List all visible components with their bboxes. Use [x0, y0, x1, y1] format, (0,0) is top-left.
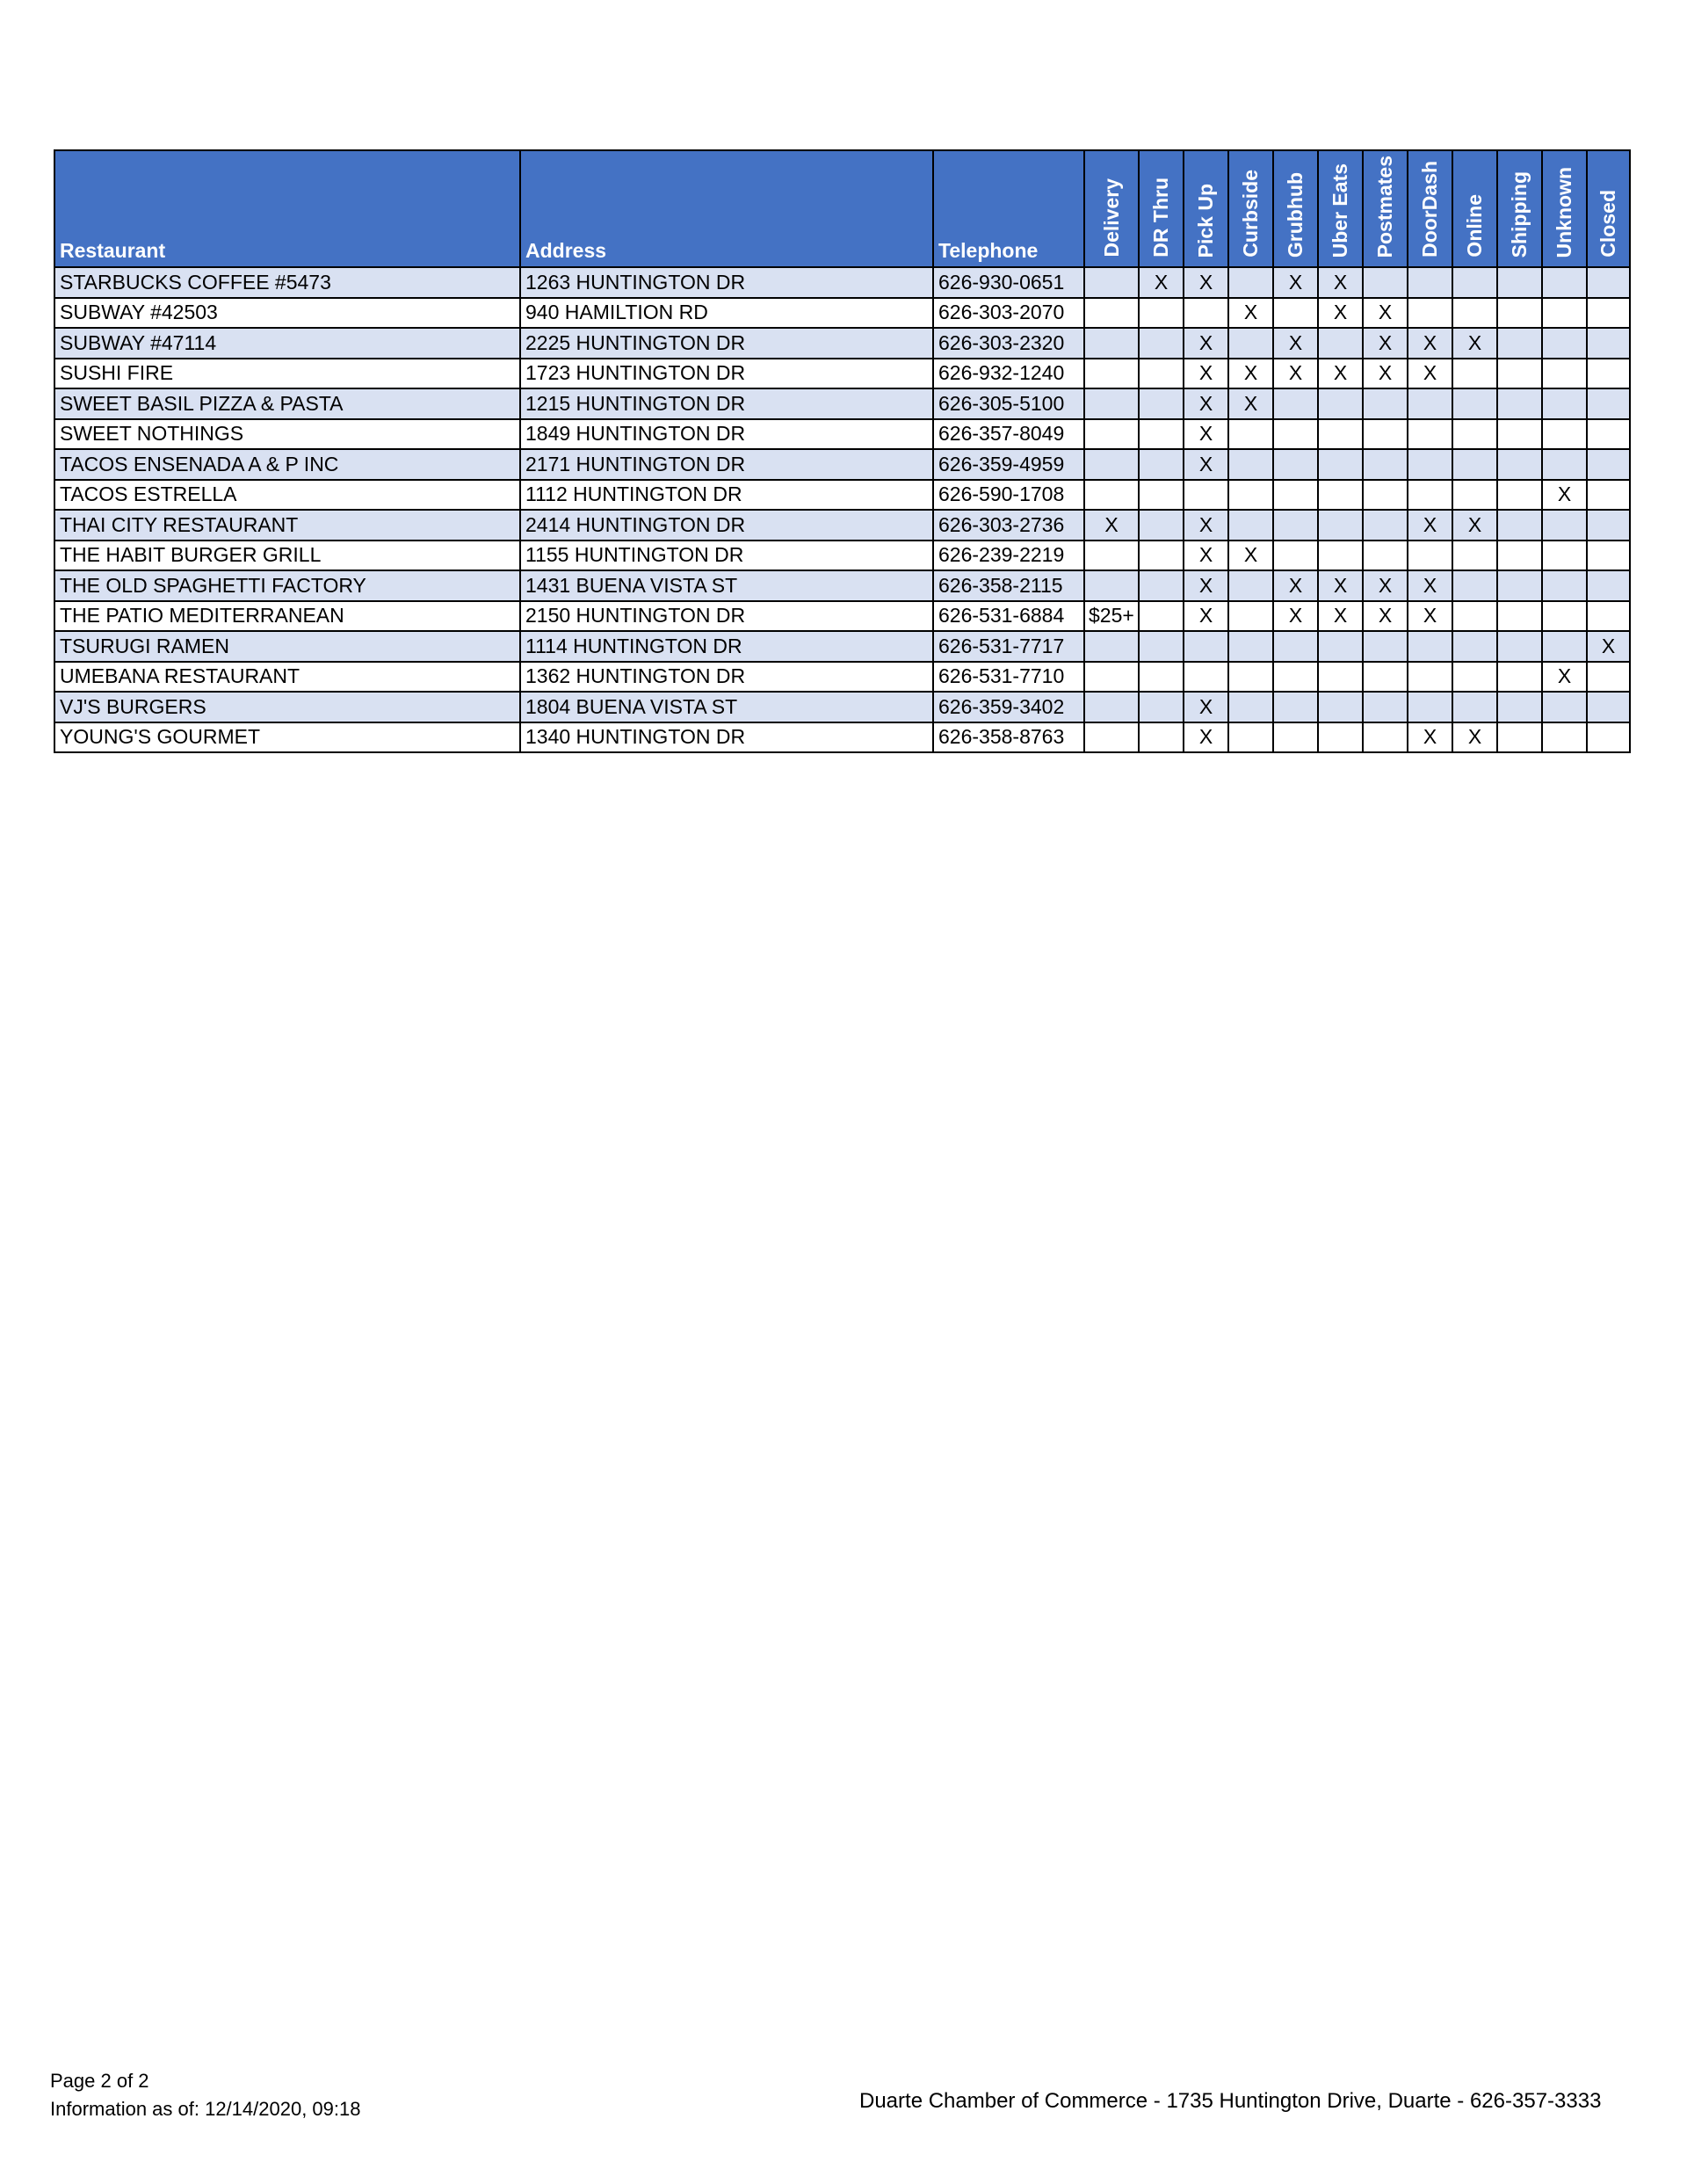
- service-cell: [1452, 662, 1497, 693]
- service-cell: [1084, 419, 1139, 450]
- service-cell: [1542, 510, 1587, 541]
- table-row: [54, 510, 1630, 541]
- table-row: [54, 359, 1630, 389]
- table-row: [54, 328, 1630, 359]
- service-cell: [1542, 359, 1587, 389]
- service-cell: X: [1184, 722, 1228, 753]
- telephone-cell: 626-303-2070: [933, 298, 1084, 329]
- restaurant-name: SUBWAY #47114: [54, 328, 520, 359]
- service-cell: [1228, 510, 1273, 541]
- service-cell: [1318, 388, 1363, 419]
- service-cell: [1139, 631, 1184, 662]
- service-cell: X: [1318, 267, 1363, 298]
- service-cell: [1084, 692, 1139, 722]
- chamber-contact: Duarte Chamber of Commerce - 1735 Huntington Drive, Duarte - 626-357-3333: [859, 2089, 1602, 2113]
- service-cell: [1452, 692, 1497, 722]
- service-cell: X: [1184, 267, 1228, 298]
- service-cell: [1497, 631, 1542, 662]
- address-cell: 1723 HUNTINGTON DR: [520, 359, 933, 389]
- column-header-label: DoorDash: [1418, 161, 1441, 258]
- service-cell: [1497, 359, 1542, 389]
- service-cell: [1084, 359, 1139, 389]
- restaurant-name: TACOS ESTRELLA: [54, 480, 520, 511]
- service-cell: [1363, 662, 1408, 693]
- service-cell: X: [1408, 328, 1452, 359]
- address-cell: 2171 HUNTINGTON DR: [520, 449, 933, 480]
- service-cell: X: [1228, 388, 1273, 419]
- service-cell: X: [1139, 267, 1184, 298]
- service-cell: [1408, 662, 1452, 693]
- service-cell: [1363, 692, 1408, 722]
- service-cell: X: [1408, 359, 1452, 389]
- restaurant-table: [54, 149, 1631, 753]
- service-cell: X: [1228, 298, 1273, 329]
- service-cell: X: [1408, 722, 1452, 753]
- service-cell: [1363, 419, 1408, 450]
- service-cell: [1184, 662, 1228, 693]
- restaurant-name: THE OLD SPAGHETTI FACTORY: [54, 570, 520, 601]
- service-cell: [1318, 692, 1363, 722]
- service-cell: [1139, 722, 1184, 753]
- service-cell: [1084, 722, 1139, 753]
- service-cell: [1587, 359, 1630, 389]
- service-cell: X: [1452, 510, 1497, 541]
- service-cell: [1452, 388, 1497, 419]
- service-cell: [1587, 662, 1630, 693]
- service-cell: [1273, 419, 1318, 450]
- column-header-label: Delivery: [1099, 178, 1123, 258]
- service-cell: [1542, 449, 1587, 480]
- column-header-service: [1184, 150, 1228, 267]
- telephone-cell: 626-531-6884: [933, 601, 1084, 632]
- service-cell: [1363, 388, 1408, 419]
- telephone-cell: 626-531-7710: [933, 662, 1084, 693]
- page-number: Page 2 of 2: [50, 2070, 149, 2092]
- service-cell: [1542, 692, 1587, 722]
- service-cell: [1452, 570, 1497, 601]
- telephone-cell: 626-305-5100: [933, 388, 1084, 419]
- service-cell: [1587, 388, 1630, 419]
- service-cell: [1452, 601, 1497, 632]
- column-header-address: Address: [520, 150, 933, 267]
- service-cell: [1452, 541, 1497, 571]
- column-header-service: [1139, 150, 1184, 267]
- service-cell: X: [1273, 570, 1318, 601]
- service-cell: X: [1184, 359, 1228, 389]
- service-cell: [1587, 692, 1630, 722]
- address-cell: 1431 BUENA VISTA ST: [520, 570, 933, 601]
- service-cell: [1273, 722, 1318, 753]
- service-cell: X: [1363, 298, 1408, 329]
- service-cell: [1318, 541, 1363, 571]
- address-cell: 1804 BUENA VISTA ST: [520, 692, 933, 722]
- restaurant-name: UMEBANA RESTAURANT: [54, 662, 520, 693]
- service-cell: [1497, 388, 1542, 419]
- service-cell: X: [1452, 328, 1497, 359]
- table-row: [54, 631, 1630, 662]
- service-cell: X: [1408, 570, 1452, 601]
- service-cell: [1542, 601, 1587, 632]
- service-cell: [1542, 388, 1587, 419]
- table-header-row: [54, 150, 1630, 267]
- service-cell: [1139, 570, 1184, 601]
- service-cell: [1084, 480, 1139, 511]
- service-cell: [1587, 570, 1630, 601]
- service-cell: [1408, 419, 1452, 450]
- service-cell: [1318, 419, 1363, 450]
- service-cell: [1273, 631, 1318, 662]
- service-cell: [1452, 298, 1497, 329]
- table-row: [54, 722, 1630, 753]
- service-cell: [1228, 570, 1273, 601]
- service-cell: X: [1273, 328, 1318, 359]
- service-cell: X: [1408, 601, 1452, 632]
- restaurant-name: SWEET NOTHINGS: [54, 419, 520, 450]
- service-cell: [1228, 631, 1273, 662]
- service-cell: X: [1184, 692, 1228, 722]
- service-cell: [1084, 328, 1139, 359]
- service-cell: [1318, 449, 1363, 480]
- restaurant-name: STARBUCKS COFFEE #5473: [54, 267, 520, 298]
- service-cell: X: [1184, 449, 1228, 480]
- service-cell: X: [1542, 662, 1587, 693]
- service-cell: X: [1318, 359, 1363, 389]
- service-cell: [1587, 480, 1630, 511]
- service-cell: $25+: [1084, 601, 1139, 632]
- service-cell: [1452, 267, 1497, 298]
- service-cell: [1452, 419, 1497, 450]
- service-cell: [1228, 662, 1273, 693]
- service-cell: [1228, 267, 1273, 298]
- service-cell: [1363, 267, 1408, 298]
- service-cell: [1408, 692, 1452, 722]
- service-cell: [1542, 541, 1587, 571]
- address-cell: 2225 HUNTINGTON DR: [520, 328, 933, 359]
- service-cell: X: [1184, 541, 1228, 571]
- service-cell: [1408, 480, 1452, 511]
- column-header-restaurant: Restaurant: [54, 150, 520, 267]
- footer-left: [50, 2067, 360, 2123]
- column-header-label: Unknown: [1553, 166, 1575, 258]
- service-cell: [1318, 328, 1363, 359]
- restaurant-name: SWEET BASIL PIZZA & PASTA: [54, 388, 520, 419]
- service-cell: [1084, 631, 1139, 662]
- address-cell: 1849 HUNTINGTON DR: [520, 419, 933, 450]
- restaurant-name: YOUNG'S GOURMET: [54, 722, 520, 753]
- service-cell: X: [1363, 601, 1408, 632]
- telephone-cell: 626-590-1708: [933, 480, 1084, 511]
- service-cell: X: [1542, 480, 1587, 511]
- service-cell: [1408, 267, 1452, 298]
- table-row: [54, 298, 1630, 329]
- service-cell: [1587, 541, 1630, 571]
- service-cell: [1139, 510, 1184, 541]
- service-cell: [1228, 722, 1273, 753]
- service-cell: [1084, 662, 1139, 693]
- telephone-cell: 626-239-2219: [933, 541, 1084, 571]
- table-row: [54, 570, 1630, 601]
- service-cell: [1497, 419, 1542, 450]
- service-cell: X: [1184, 570, 1228, 601]
- column-header-service: [1318, 150, 1363, 267]
- service-cell: X: [1084, 510, 1139, 541]
- service-cell: X: [1273, 359, 1318, 389]
- service-cell: X: [1184, 601, 1228, 632]
- address-cell: 1112 HUNTINGTON DR: [520, 480, 933, 511]
- service-cell: [1139, 601, 1184, 632]
- service-cell: [1139, 298, 1184, 329]
- service-cell: [1139, 480, 1184, 511]
- service-cell: [1273, 298, 1318, 329]
- telephone-cell: 626-359-3402: [933, 692, 1084, 722]
- column-header-service: [1497, 150, 1542, 267]
- telephone-cell: 626-303-2320: [933, 328, 1084, 359]
- service-cell: [1497, 449, 1542, 480]
- service-cell: [1542, 722, 1587, 753]
- address-cell: 1340 HUNTINGTON DR: [520, 722, 933, 753]
- table-row: [54, 692, 1630, 722]
- column-header-service: [1273, 150, 1318, 267]
- table-row: [54, 541, 1630, 571]
- table-row: [54, 449, 1630, 480]
- telephone-cell: 626-359-4959: [933, 449, 1084, 480]
- column-header-label: Grubhub: [1284, 171, 1307, 258]
- service-cell: [1408, 388, 1452, 419]
- service-cell: [1542, 419, 1587, 450]
- service-cell: [1408, 298, 1452, 329]
- service-cell: [1497, 541, 1542, 571]
- service-cell: [1542, 570, 1587, 601]
- table-body: [54, 267, 1630, 752]
- service-cell: [1497, 328, 1542, 359]
- column-header-label: Shipping: [1508, 171, 1531, 258]
- service-cell: [1542, 267, 1587, 298]
- service-cell: [1184, 298, 1228, 329]
- telephone-cell: 626-930-0651: [933, 267, 1084, 298]
- restaurant-name: THE HABIT BURGER GRILL: [54, 541, 520, 571]
- table-row: [54, 388, 1630, 419]
- service-cell: [1497, 267, 1542, 298]
- service-cell: [1084, 541, 1139, 571]
- service-cell: [1139, 541, 1184, 571]
- service-cell: [1318, 480, 1363, 511]
- service-cell: X: [1587, 631, 1630, 662]
- service-cell: [1542, 631, 1587, 662]
- service-cell: X: [1363, 570, 1408, 601]
- info-date: Information as of: 12/14/2020, 09:18: [50, 2098, 361, 2120]
- service-cell: [1228, 601, 1273, 632]
- table-row: [54, 601, 1630, 632]
- telephone-cell: 626-303-2736: [933, 510, 1084, 541]
- column-header-service: [1542, 150, 1587, 267]
- service-cell: [1318, 662, 1363, 693]
- service-cell: X: [1408, 510, 1452, 541]
- service-cell: [1084, 298, 1139, 329]
- service-cell: [1363, 480, 1408, 511]
- service-cell: X: [1318, 298, 1363, 329]
- service-cell: [1273, 541, 1318, 571]
- column-header-service: [1084, 150, 1139, 267]
- service-cell: [1084, 388, 1139, 419]
- restaurant-name: THAI CITY RESTAURANT: [54, 510, 520, 541]
- address-cell: 1114 HUNTINGTON DR: [520, 631, 933, 662]
- column-header-service: [1587, 150, 1630, 267]
- service-cell: [1452, 359, 1497, 389]
- service-cell: [1184, 480, 1228, 511]
- service-cell: X: [1273, 601, 1318, 632]
- service-cell: [1587, 601, 1630, 632]
- column-header-label: Online: [1463, 194, 1486, 258]
- service-cell: [1139, 388, 1184, 419]
- service-cell: [1587, 510, 1630, 541]
- service-cell: [1184, 631, 1228, 662]
- service-cell: [1363, 510, 1408, 541]
- service-cell: [1587, 722, 1630, 753]
- column-header-label: Pick Up: [1194, 183, 1217, 258]
- address-cell: 1263 HUNTINGTON DR: [520, 267, 933, 298]
- service-cell: [1084, 267, 1139, 298]
- service-cell: [1408, 449, 1452, 480]
- telephone-cell: 626-358-2115: [933, 570, 1084, 601]
- restaurant-name: SUBWAY #42503: [54, 298, 520, 329]
- restaurant-name: SUSHI FIRE: [54, 359, 520, 389]
- service-cell: [1363, 449, 1408, 480]
- service-cell: [1139, 419, 1184, 450]
- column-header-service: [1408, 150, 1452, 267]
- telephone-cell: 626-358-8763: [933, 722, 1084, 753]
- service-cell: [1228, 480, 1273, 511]
- service-cell: [1587, 449, 1630, 480]
- service-cell: [1139, 328, 1184, 359]
- service-cell: X: [1452, 722, 1497, 753]
- service-cell: [1273, 388, 1318, 419]
- service-cell: [1273, 480, 1318, 511]
- service-cell: X: [1184, 510, 1228, 541]
- table-row: [54, 662, 1630, 693]
- service-cell: [1587, 267, 1630, 298]
- service-cell: [1139, 449, 1184, 480]
- service-cell: [1228, 449, 1273, 480]
- service-cell: X: [1363, 328, 1408, 359]
- service-cell: [1587, 298, 1630, 329]
- service-cell: [1273, 662, 1318, 693]
- service-cell: X: [1273, 267, 1318, 298]
- service-cell: [1318, 510, 1363, 541]
- service-cell: [1497, 722, 1542, 753]
- service-cell: [1228, 692, 1273, 722]
- service-cell: [1497, 298, 1542, 329]
- restaurant-name: TSURUGI RAMEN: [54, 631, 520, 662]
- service-cell: X: [1228, 359, 1273, 389]
- address-cell: 1362 HUNTINGTON DR: [520, 662, 933, 693]
- service-cell: [1587, 328, 1630, 359]
- service-cell: [1084, 570, 1139, 601]
- service-cell: [1363, 722, 1408, 753]
- service-cell: [1363, 631, 1408, 662]
- column-header-label: Closed: [1596, 190, 1619, 258]
- address-cell: 2414 HUNTINGTON DR: [520, 510, 933, 541]
- column-header-label: Uber Eats: [1329, 163, 1351, 258]
- service-cell: [1587, 419, 1630, 450]
- service-cell: X: [1184, 328, 1228, 359]
- column-header-service: [1363, 150, 1408, 267]
- service-cell: [1452, 480, 1497, 511]
- service-cell: X: [1228, 541, 1273, 571]
- table-row: [54, 267, 1630, 298]
- service-cell: [1273, 692, 1318, 722]
- column-header-label: Postmates: [1373, 155, 1396, 258]
- service-cell: [1228, 328, 1273, 359]
- restaurant-name: VJ'S BURGERS: [54, 692, 520, 722]
- service-cell: X: [1184, 419, 1228, 450]
- service-cell: [1497, 480, 1542, 511]
- service-cell: [1273, 510, 1318, 541]
- service-cell: [1084, 449, 1139, 480]
- telephone-cell: 626-357-8049: [933, 419, 1084, 450]
- service-cell: [1228, 419, 1273, 450]
- address-cell: 940 HAMILTION RD: [520, 298, 933, 329]
- service-cell: [1318, 631, 1363, 662]
- address-cell: 2150 HUNTINGTON DR: [520, 601, 933, 632]
- service-cell: [1273, 449, 1318, 480]
- service-cell: [1318, 722, 1363, 753]
- service-cell: [1408, 541, 1452, 571]
- restaurant-name: THE PATIO MEDITERRANEAN: [54, 601, 520, 632]
- column-header-label: Curbside: [1239, 170, 1262, 258]
- table-row: [54, 419, 1630, 450]
- restaurant-name: TACOS ENSENADA A & P INC: [54, 449, 520, 480]
- service-cell: [1452, 631, 1497, 662]
- table-row: [54, 480, 1630, 511]
- service-cell: [1139, 359, 1184, 389]
- service-cell: [1542, 328, 1587, 359]
- service-cell: [1452, 449, 1497, 480]
- service-cell: [1497, 601, 1542, 632]
- address-cell: 1155 HUNTINGTON DR: [520, 541, 933, 571]
- service-cell: [1497, 510, 1542, 541]
- service-cell: X: [1184, 388, 1228, 419]
- service-cell: [1497, 692, 1542, 722]
- column-header-service: [1228, 150, 1273, 267]
- service-cell: [1139, 662, 1184, 693]
- service-cell: [1542, 298, 1587, 329]
- telephone-cell: 626-932-1240: [933, 359, 1084, 389]
- service-cell: [1497, 662, 1542, 693]
- service-cell: X: [1318, 570, 1363, 601]
- column-header-label: DR Thru: [1149, 178, 1172, 258]
- address-cell: 1215 HUNTINGTON DR: [520, 388, 933, 419]
- service-cell: X: [1318, 601, 1363, 632]
- service-cell: [1497, 570, 1542, 601]
- column-header-service: [1452, 150, 1497, 267]
- telephone-cell: 626-531-7717: [933, 631, 1084, 662]
- column-header-telephone: Telephone: [933, 150, 1084, 267]
- service-cell: [1363, 541, 1408, 571]
- service-cell: [1408, 631, 1452, 662]
- service-cell: [1139, 692, 1184, 722]
- service-cell: X: [1363, 359, 1408, 389]
